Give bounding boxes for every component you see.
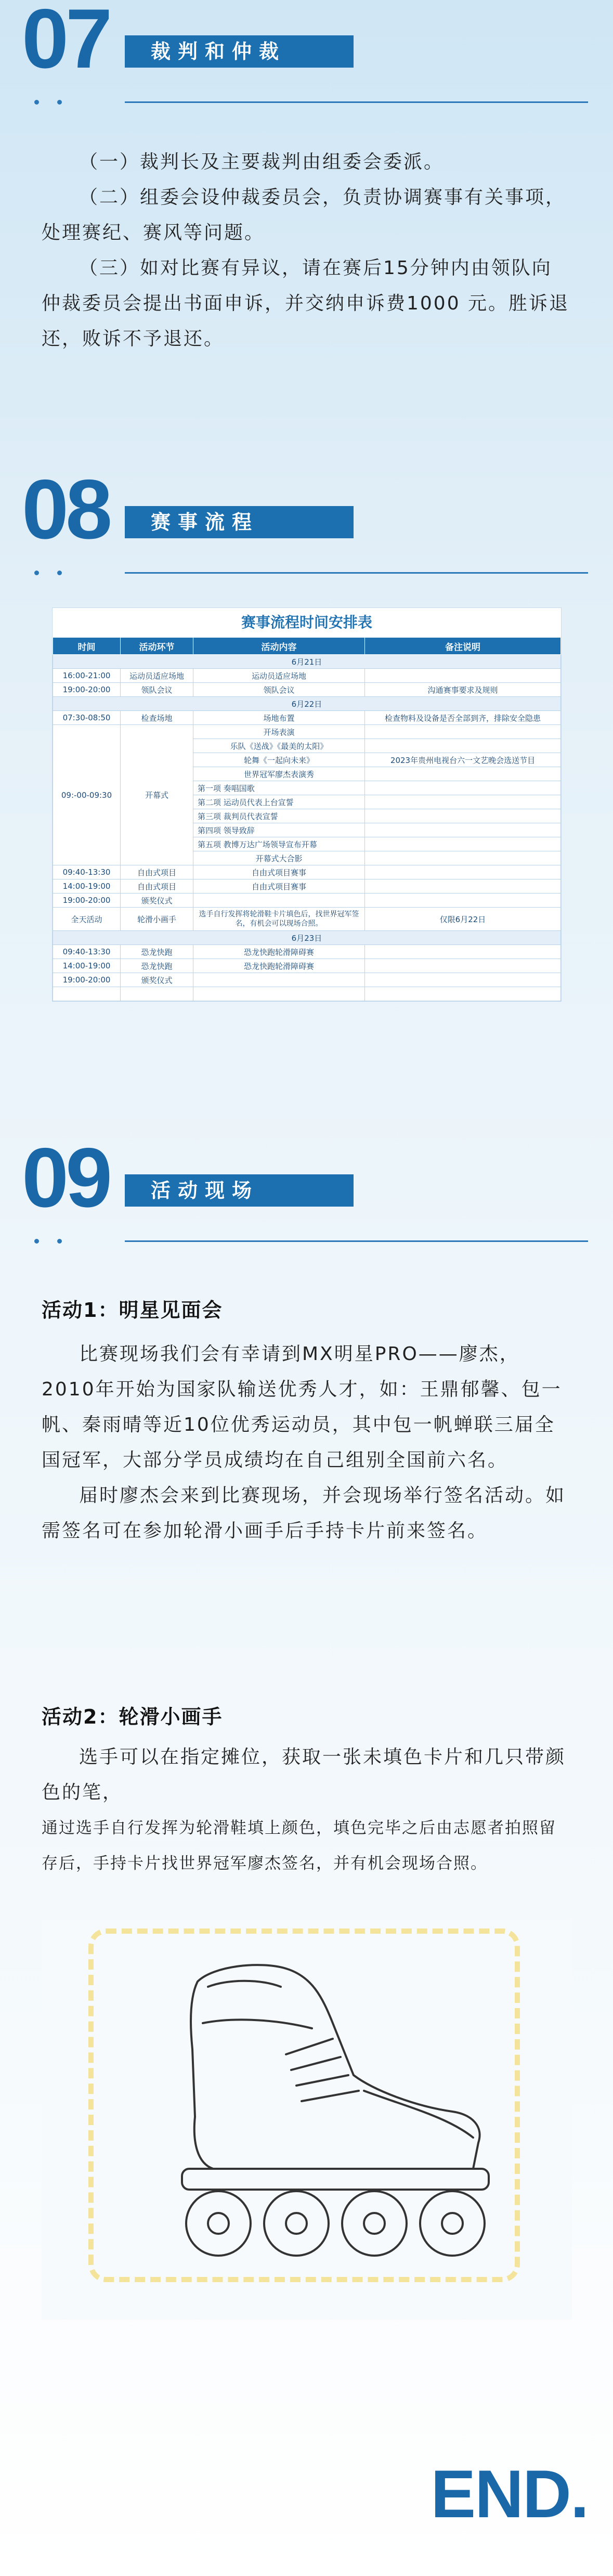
- section-title: 赛事流程: [125, 506, 354, 538]
- section-number: 08: [22, 462, 110, 556]
- decor-dot: [34, 1239, 39, 1244]
- cell: [365, 865, 561, 879]
- activity-1-title: 活动1：明星见面会: [42, 1299, 223, 1322]
- cell: 14:00-19:00: [53, 879, 121, 894]
- cell: 第一项 奏唱国歌: [193, 781, 365, 795]
- activity-2-body: [42, 1740, 572, 1881]
- cell: [193, 894, 365, 908]
- cell: 轮舞《一起向未来》: [193, 753, 365, 767]
- cell: 沟通赛事要求及规则: [365, 683, 561, 697]
- column-header: 活动环节: [121, 638, 193, 655]
- cell: 全天活动: [53, 908, 121, 931]
- table-row: [53, 683, 561, 697]
- cell: 恐龙快跑轮滑障碍赛: [193, 945, 365, 959]
- schedule-table: [52, 607, 562, 1002]
- skate-coloring-card: [42, 1919, 572, 2320]
- table-row: [53, 865, 561, 879]
- cell: [365, 669, 561, 683]
- section-08-header: [0, 462, 613, 556]
- divider-line: [125, 1240, 588, 1242]
- cell: 检查物料及设备是否全部到齐，排除安全隐患: [365, 711, 561, 725]
- section-title: 活动现场: [125, 1174, 354, 1207]
- cell: [365, 739, 561, 753]
- date-row: [53, 655, 561, 669]
- column-header: 备注说明: [365, 638, 561, 655]
- cell: [53, 987, 121, 1001]
- cell: [365, 894, 561, 908]
- cell: 07:30-08:50: [53, 711, 121, 725]
- decor-dot: [34, 100, 39, 105]
- section-number: 09: [22, 1131, 110, 1225]
- cell: 颁奖仪式: [121, 973, 193, 987]
- table-row: [53, 959, 561, 973]
- cell: 第二项 运动员代表上台宣誓: [193, 795, 365, 809]
- paragraph: （一）裁判长及主要裁判由组委会委派。: [79, 151, 445, 173]
- cell: 19:00-20:00: [53, 894, 121, 908]
- decor-dot: [34, 571, 39, 575]
- cell: 运动员适应场地: [193, 669, 365, 683]
- section-title: 裁判和仲裁: [125, 35, 354, 68]
- section-07-body: [42, 145, 572, 357]
- table-row: [53, 973, 561, 987]
- cell: 第三项 裁判员代表宣誓: [193, 809, 365, 823]
- end-text: END.: [431, 2456, 588, 2532]
- cell: 场地布置: [193, 711, 365, 725]
- date-cell: 6月22日: [53, 697, 561, 711]
- cell: 乐队《送战》《最美的太阳》: [193, 739, 365, 753]
- cell: 领队会议: [121, 683, 193, 697]
- table-title: 赛事流程时间安排表: [241, 614, 372, 631]
- paragraph: 通过选手自行发挥为轮滑鞋填上颜色，填色完毕之后由志愿者拍照留存后，手持卡片找世界冠军廖杰签名，并有机会现场合照。: [42, 1819, 556, 1873]
- divider-line: [125, 572, 588, 574]
- cell: 14:00-19:00: [53, 959, 121, 973]
- section-09-header: [0, 1131, 613, 1225]
- cell: 恐龙快跑: [121, 945, 193, 959]
- date-cell: 6月21日: [53, 655, 561, 669]
- table-row: [53, 894, 561, 908]
- cell: [365, 725, 561, 739]
- cell: [365, 959, 561, 973]
- cell: 选手自行发挥将轮滑鞋卡片填色后，找世界冠军签名，有机会可以现场合照。: [193, 908, 365, 931]
- cell: 开幕式大合影: [193, 851, 365, 865]
- cell: 运动员适应场地: [121, 669, 193, 683]
- column-header: 时间: [53, 638, 121, 655]
- cell: 第四项 领导致辞: [193, 823, 365, 837]
- cell: 19:00-20:00: [53, 683, 121, 697]
- activity-1-body: [42, 1337, 572, 1549]
- date-row: [53, 931, 561, 945]
- cell: 09:40-13:30: [53, 945, 121, 959]
- cell: [193, 973, 365, 987]
- cell: [365, 809, 561, 823]
- paragraph: （二）组委会设仲裁委员会，负责协调赛事有关事项，处理赛纪、赛风等问题。: [42, 187, 566, 243]
- cell: 19:00-20:00: [53, 973, 121, 987]
- date-cell: 6月23日: [53, 931, 561, 945]
- divider-line: [125, 101, 588, 103]
- cell: 检查场地: [121, 711, 193, 725]
- cell: [365, 945, 561, 959]
- cell: [193, 987, 365, 1001]
- cell: 开幕式: [121, 725, 193, 865]
- section-number: 07: [22, 0, 110, 86]
- date-row: [53, 697, 561, 711]
- table-row: [53, 945, 561, 959]
- activity-2-title: 活动2：轮滑小画手: [42, 1705, 223, 1728]
- cell: 轮滑小画手: [121, 908, 193, 931]
- section-07-header: [0, 0, 613, 86]
- cell: 09:-00-09:30: [53, 725, 121, 865]
- paragraph: 选手可以在指定摊位，获取一张未填色卡片和几只带颜色的笔，: [42, 1746, 566, 1803]
- table-header-row: [53, 638, 561, 655]
- table-row: [53, 711, 561, 725]
- cell: [365, 795, 561, 809]
- cell: 自由式项目赛事: [193, 879, 365, 894]
- decor-dot: [57, 100, 62, 105]
- table-row: [53, 669, 561, 683]
- decor-dot: [57, 1239, 62, 1244]
- table-row: [53, 908, 561, 931]
- cell: 第五项 教博万达广场领导宣布开幕: [193, 837, 365, 851]
- cell: 颁奖仪式: [121, 894, 193, 908]
- paragraph: 届时廖杰会来到比赛现场，并会现场举行签名活动。如需签名可在参加轮滑小画手后手持卡片前来签名。: [42, 1485, 566, 1542]
- cell: 世界冠军廖杰表演秀: [193, 767, 365, 781]
- cell: [365, 837, 561, 851]
- table-row: [53, 987, 561, 1001]
- cell: 恐龙快跑: [121, 959, 193, 973]
- cell: [365, 781, 561, 795]
- cell: [365, 767, 561, 781]
- table-row: [53, 879, 561, 894]
- cell: 09:40-13:30: [53, 865, 121, 879]
- column-header: 活动内容: [193, 638, 365, 655]
- decor-dot: [57, 571, 62, 575]
- cell: [121, 987, 193, 1001]
- cell: 自由式项目: [121, 865, 193, 879]
- cell: 16:00-21:00: [53, 669, 121, 683]
- cell: 恐龙快跑轮滑障碍赛: [193, 959, 365, 973]
- cell: 自由式项目: [121, 879, 193, 894]
- cell: 领队会议: [193, 683, 365, 697]
- cell: [365, 879, 561, 894]
- cell: [365, 987, 561, 1001]
- cell: [365, 823, 561, 837]
- paragraph: （三）如对比赛有异议，请在赛后15分钟内由领队向仲裁委员会提出书面申诉，并交纳申诉费1000 元。胜诉退还，败诉不予退还。: [42, 257, 570, 349]
- cell: 2023年贵州电视台六一文艺晚会选送节目: [365, 753, 561, 767]
- cell: [365, 973, 561, 987]
- cell: 仅限6月22日: [365, 908, 561, 931]
- cell: 开场表演: [193, 725, 365, 739]
- cell: [365, 851, 561, 865]
- cell: 自由式项目赛事: [193, 865, 365, 879]
- inline-skate-drawing: [42, 1919, 572, 2320]
- table-row: [53, 725, 561, 739]
- paragraph: 比赛现场我们会有幸请到MX明星PRO——廖杰，2010年开始为国家队输送优秀人才，如：王鼎郁馨、包一帆、秦雨晴等近10位优秀运动员，其中包一帆蝉联三届全国冠军，大部分学员成绩均在自己组别全国前六名。: [42, 1343, 562, 1471]
